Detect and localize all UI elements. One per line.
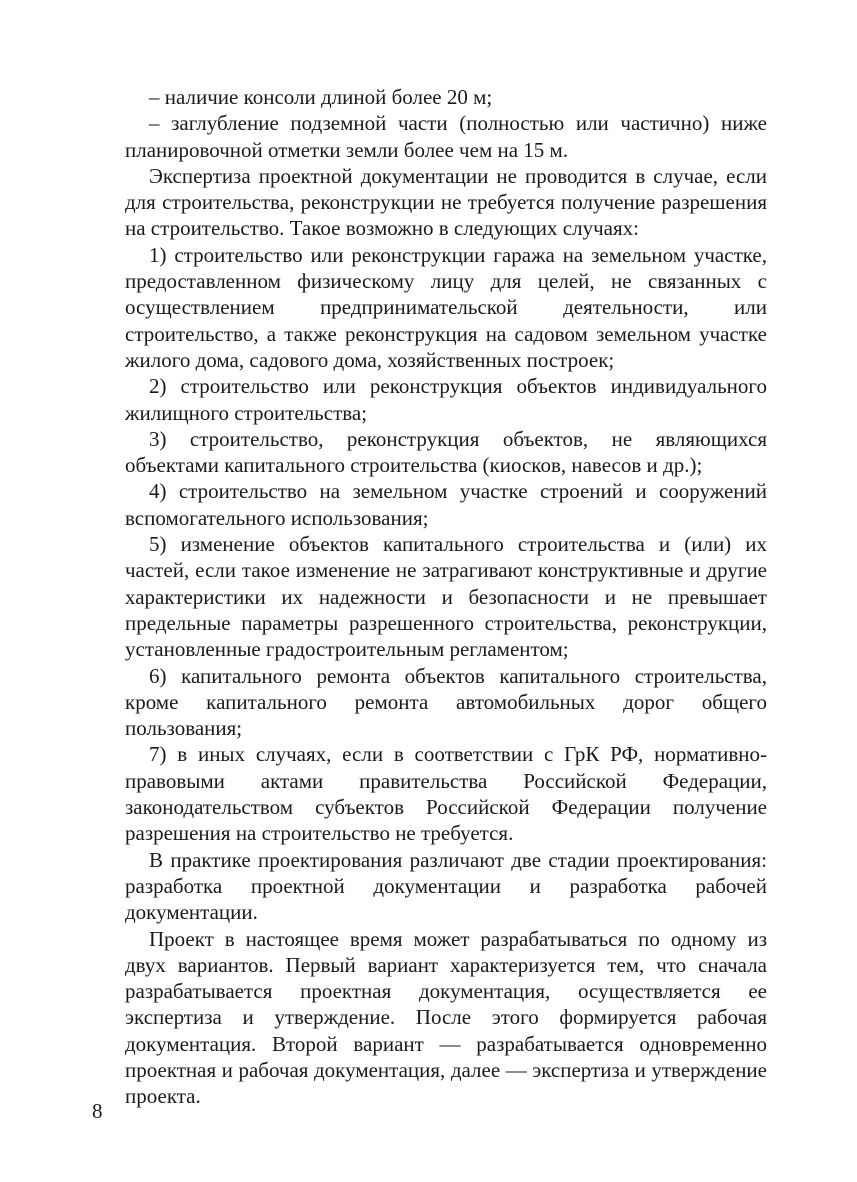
list-item-7: 7) в иных случаях, если в соответствии с ГрК РФ, нормативно-правовыми актами правительства Российской Федерации, законодательством субъектов Российской Федерации получение разрешения на строительство не требуется.	[125, 742, 767, 846]
list-item-3: 3) строительство, реконструкция объектов, не являющихся объектами капитального строительства (киосков, навесов и др.);	[125, 426, 767, 478]
list-item-2: 2) строительство или реконструкция объектов индивидуального жилищного строительства;	[125, 374, 767, 425]
list-item-4: 4) строительство на земельном участке строений и сооружений вспомогательного использования;	[125, 479, 767, 530]
list-item-5: 5) изменение объектов капитального строительства и (или) их частей, если такое изменение не затрагивают конструктивные и другие характеристики их надежности и безопасности и не превышает предельные параметры разрешенного строительства, реконструкции, установленные градостроительным регламентом;	[125, 532, 767, 662]
list-item-6: 6) капитального ремонта объектов капитального строительства, кроме капитального ремонта автомобильных дорог общего пользования;	[125, 663, 767, 741]
paragraph-project-variants: Проект в настоящее время может разрабатываться по одному из двух вариантов. Первый вариант характеризуется тем, что сначала разрабатывается проектная документация, осуществляется ее экспертиза и утверждение. После этого формируется рабочая документация. Второй вариант — разрабатывается одновременно проектная и рабочая документация, далее — экспертиза и утверждение проекта.	[125, 926, 767, 1109]
list-item-1: 1) строительство или реконструкции гаража на земельном участке, предоставленном физическому лицу для целей, не связанных с осуществлением предпринимательской деятельности, или строительство, а также реконструкция на садовом земельном участке жилого дома, садового дома, хозяйственных построек;	[125, 242, 767, 372]
paragraph-expertise-intro: Экспертиза проектной документации не проводится в случае, если для строительства, реконструкции не требуется получение разрешения на строительство. Такое возможно в следующих случаях:	[125, 163, 767, 241]
page-number: 8	[92, 1099, 103, 1123]
body-text	[125, 84, 767, 1110]
paragraph-underground: – заглубление подземной части (полностью или частично) ниже планировочной отметки земли более чем на 15 м.	[125, 111, 767, 162]
paragraph-console: – наличие консоли длиной более 20 м;	[149, 85, 493, 109]
paragraph-design-stages: В практике проектирования различают две стадии проектирования: разработка проектной документации и разработка рабочей документации.	[125, 847, 767, 925]
